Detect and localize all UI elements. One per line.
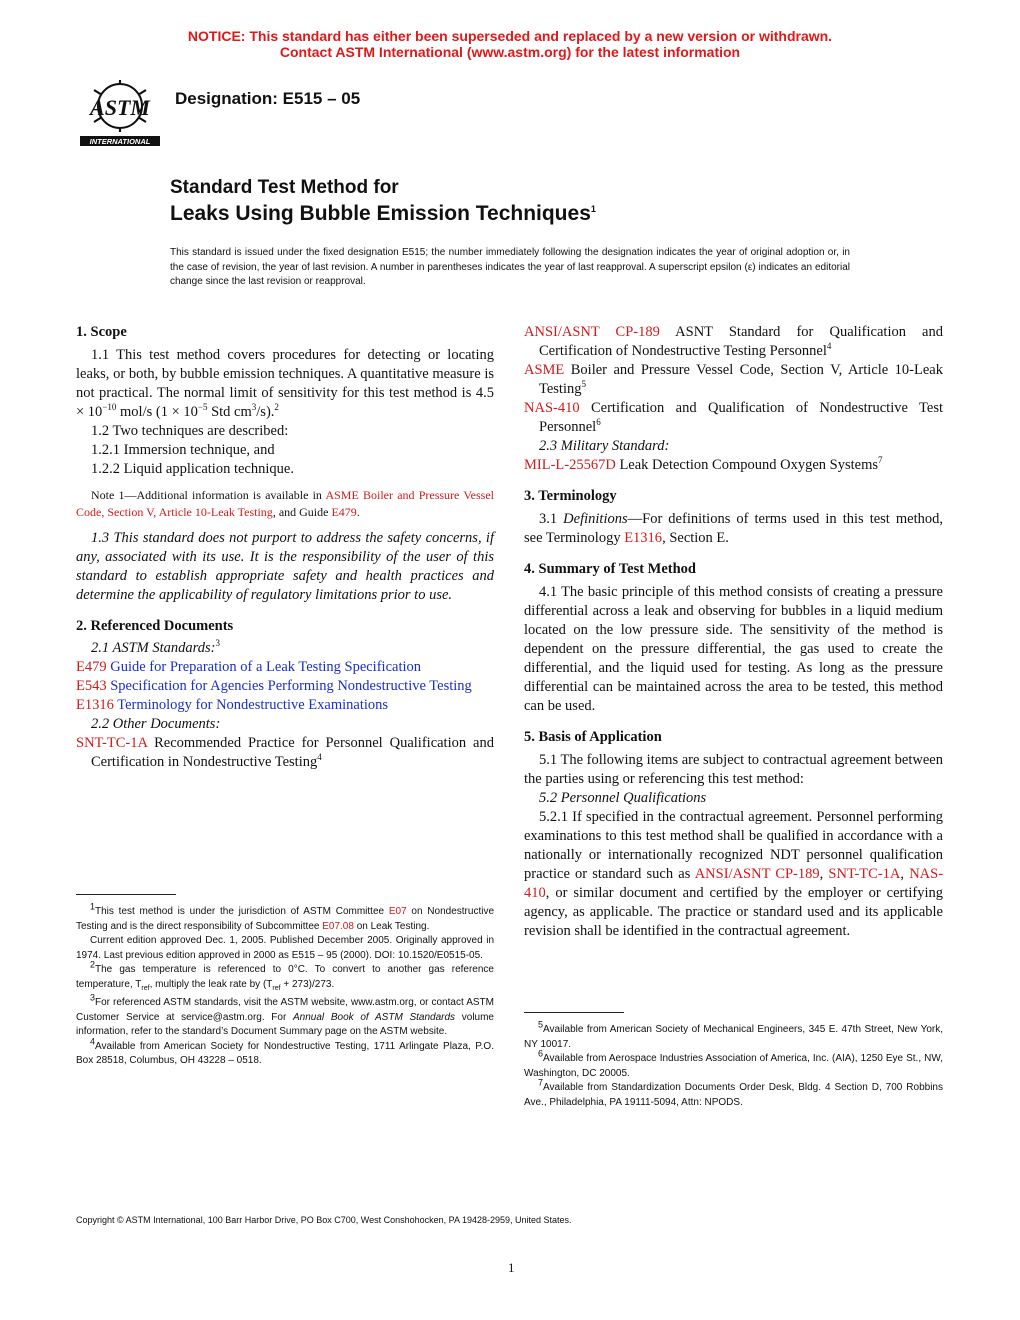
ref-mil-footnote: 7 <box>878 455 883 466</box>
section-4-heading: 4. Summary of Test Method <box>524 561 696 577</box>
logo-subtext: INTERNATIONAL <box>89 137 151 146</box>
ref-e479-title-link[interactable]: Guide for Preparation of a Leak Testing Specification <box>106 659 422 675</box>
ref-asme-code-link[interactable]: ASME <box>524 362 565 378</box>
ref-snt-code-link[interactable]: SNT-TC-1A <box>76 735 148 751</box>
footnote-1-e07-link[interactable]: E07 <box>388 906 407 917</box>
ref-ansi-code-link[interactable]: ANSI/ASNT CP-189 <box>524 324 660 340</box>
astm-logo-icon <box>78 76 162 148</box>
footnote-2-text-b: , multiply the leak rate by (T <box>149 978 273 990</box>
withdrawal-notice <box>0 28 1020 60</box>
ref-e479 <box>76 658 494 677</box>
footnote-7-num: 7 <box>538 1077 544 1088</box>
ref-ansi-title: ASNT Standard for Qualification and Certification of Nondestructive Testing Personnel <box>539 324 943 359</box>
footnote-5-text: Available from American Society of Mechanical Engineers, 345 E. 47th Street, New York, NY 10017. <box>524 1024 943 1050</box>
designation: Designation: E515 – 05 <box>175 89 361 108</box>
section-1-heading: 1. Scope <box>76 324 127 340</box>
para-5-2: 5.2 Personnel Qualifications <box>539 790 707 806</box>
footnote-1-num: 1 <box>90 901 96 912</box>
para-1-1-text-a: 1.1 This test method covers procedures for detecting or locating leaks, or both, by bubble emission techniques. A quantitative measure is not practical. The normal limit of sensitivity for this test method is 4.5 × 10 <box>76 347 494 420</box>
copyright-line: Copyright © ASTM International, 100 Barr Harbor Drive, PO Box C700, West Conshohocken, PA 19428-2959, United States. <box>76 1215 572 1225</box>
note-1-text-a: Note 1—Additional information is available in <box>91 488 326 502</box>
footnote-2 <box>76 959 494 996</box>
para-1-1-exp-1: −10 <box>102 402 117 413</box>
para-1-1 <box>76 346 494 422</box>
footnotes-left <box>76 901 495 1069</box>
para-1-2-2: 1.2.2 Liquid application technique. <box>91 461 294 477</box>
title-line-1: Standard Test Method for <box>170 177 399 198</box>
para-2-1-footnote: 3 <box>215 638 220 649</box>
para-2-1-text: 2.1 ASTM Standards: <box>91 640 216 656</box>
footnote-3 <box>76 992 494 1040</box>
ref-e1316 <box>76 696 494 715</box>
ref-e543-title-link[interactable]: Specification for Agencies Performing Nondestructive Testing <box>106 678 472 694</box>
para-3-1-text-end: , Section E. <box>662 530 729 546</box>
ref-e543 <box>76 677 494 696</box>
footnote-2-sub-2: ref <box>272 984 281 992</box>
ref-asme-title: Boiler and Pressure Vessel Code, Section V, Article 10-Leak Testing <box>539 362 943 397</box>
para-3-1-definitions: Definitions <box>563 511 628 527</box>
note-1-text-c: . <box>356 505 360 519</box>
para-5-2-1-ansi-link[interactable]: ANSI/ASNT CP-189 <box>694 866 820 882</box>
footnote-2-text-a: The gas temperature is referenced to 0°C. To convert to another gas reference temperature, T <box>76 964 494 990</box>
astm-logo <box>78 76 162 148</box>
ref-nas-title: Certification and Qualification of Nondestructive Test Personnel <box>539 400 943 435</box>
document-title <box>170 175 596 227</box>
para-1-1-text-b: mol/s (1 × 10 <box>116 404 198 420</box>
title-line-2-text: Leaks Using Bubble Emission Techniques <box>170 202 591 225</box>
ref-snt-title: Recommended Practice for Personnel Qualification and Certification in Nondestructive Testing <box>91 735 494 770</box>
footnote-6-num: 6 <box>538 1048 544 1059</box>
footnote-rule-left <box>76 894 176 895</box>
para-5-2-1-sep-2: , <box>900 866 910 882</box>
para-3-1-text: —For definitions of terms used in this test method, see Terminology <box>524 511 943 546</box>
ref-mil-code-link[interactable]: MIL-L-25567D <box>524 457 616 473</box>
para-5-2-1-snt-link[interactable]: SNT-TC-1A <box>828 866 901 882</box>
footnote-7-text: Available from Standardization Documents Order Desk, Bldg. 4 Section D, 700 Robbins Ave., Philadelphia, PA 19111-5094, Attn: NPODS. <box>524 1082 943 1108</box>
para-2-1 <box>76 639 494 658</box>
footnote-6-text: Available from Aerospace Industries Association of America, Inc. (AIA), 1250 Eye St., NW, Washington, DC 20005. <box>524 1053 943 1079</box>
ref-e1316-code-link[interactable]: E1316 <box>76 697 114 713</box>
para-5-2-1 <box>524 808 943 941</box>
footnote-5-num: 5 <box>538 1019 544 1030</box>
ref-ansi-asnt <box>524 323 943 361</box>
para-1-2-1: 1.2.1 Immersion technique, and <box>91 442 275 458</box>
note-1-asme-link[interactable]: ASME Boiler and Pressure Vessel Code, Section V, Article 10-Leak Testing <box>76 488 495 519</box>
para-5-1: 5.1 The following items are subject to contractual agreement between the parties using or referencing this test method: <box>524 752 943 787</box>
para-1-3: 1.3 This standard does not purport to address the safety concerns, if any, associated with its use. It is the responsibility of the user of this standard to establish appropriate safety and health practices and determine the applicability of regulatory limitations prior to use. <box>76 530 494 603</box>
footnote-7 <box>524 1077 943 1110</box>
para-3-1-e1316-link[interactable]: E1316 <box>624 530 663 546</box>
footnote-4 <box>76 1036 494 1069</box>
footnote-3-annual-book: Annual Book of ASTM Standards <box>293 1011 456 1023</box>
para-1-1-exp-3: 3 <box>251 402 257 413</box>
section-2-heading: 2. Referenced Documents <box>76 618 234 634</box>
page-number: 1 <box>508 1260 515 1275</box>
para-4-1: 4.1 The basic principle of this method consists of creating a pressure differential across a leak and observing for bubbles in a liquid medium located on the low pressure side. The sensitivity of the method is dependent on the pressure differential, the gas used to create the differential, and the liquid used for testing. As long as the pressure differential can be maintained across the area to be tested, this method can be used. <box>524 584 943 714</box>
title-line-2 <box>170 201 596 227</box>
footnote-1-text-c: on Leak Testing. <box>353 920 430 932</box>
para-1-1-footnote: 2 <box>274 402 279 413</box>
para-5-2-1-text-a: 5.2.1 If specified in the contractual agreement. Personnel performing examinations to this test method shall be qualified in accordance with a nationally or internationally recognized NDT personnel qualification practice or standard such as <box>524 809 943 882</box>
ref-asme-footnote: 5 <box>581 379 586 390</box>
ref-ansi-footnote: 4 <box>826 341 832 352</box>
ref-mil <box>524 456 943 475</box>
notice-line-2: Contact ASTM International (www.astm.org) for the latest information <box>279 44 741 60</box>
note-1-text-b: , and Guide <box>272 505 332 519</box>
footnote-3-num: 3 <box>90 992 96 1003</box>
ref-nas-code-link[interactable]: NAS-410 <box>524 400 580 416</box>
footnote-2-text-c: + 273)/273. <box>280 978 335 990</box>
footnote-1-text-a: This test method is under the jurisdiction of ASTM Committee <box>95 906 389 917</box>
ref-asme <box>524 361 943 399</box>
footnote-1 <box>76 901 495 934</box>
section-5-heading: 5. Basis of Application <box>524 729 662 745</box>
footnotes-right <box>524 1019 943 1110</box>
right-column <box>524 323 943 941</box>
ref-mil-title: Leak Detection Compound Oxygen Systems <box>615 457 878 473</box>
footnote-3-text-a: For referenced ASTM standards, visit the ASTM website, www.astm.org, or contact ASTM Customer Service at service@astm.org. For <box>76 997 494 1023</box>
footnote-2-sub: ref <box>141 984 150 992</box>
logo-text: ASTM <box>90 95 150 120</box>
note-1-e479-link[interactable]: E479 <box>331 505 357 519</box>
footnote-4-text: Available from American Society for Nondestructive Testing, 1711 Arlingate Plaza, P.O. Box 28518, Columbus, OH 43228 – 0518. <box>76 1040 494 1066</box>
para-3-1-num: 3.1 <box>539 511 564 527</box>
footnote-1-text-b: on Nondestructive Testing and is the direct responsibility of Subcommittee <box>76 906 495 932</box>
para-5-2-1-nas-link[interactable]: NAS-410 <box>524 866 944 901</box>
ref-snt-footnote: 4 <box>317 752 322 763</box>
footnote-3-text-b: volume information, refer to the standard’s Document Summary page on the ASTM website. <box>76 1011 494 1037</box>
ref-snt-tc-1a <box>76 734 494 772</box>
ref-nas-410 <box>524 399 943 437</box>
ref-e479-code-link[interactable]: E479 <box>76 659 107 675</box>
title-footnote-marker: 1 <box>590 204 596 214</box>
section-3-heading: 3. Terminology <box>524 488 617 504</box>
para-1-1-text-d: /s). <box>256 404 275 420</box>
para-1-1-exp-2: −5 <box>197 402 208 413</box>
para-3-1 <box>524 510 943 548</box>
ref-e543-code-link[interactable]: E543 <box>76 678 107 694</box>
para-1-2: 1.2 Two techniques are described: <box>91 423 289 439</box>
issued-note: This standard is issued under the fixed designation E515; the number immediately following the designation indicates the year of original adoption or, in the case of revision, the year of last revision. A number in parentheses indicates the year of last reapproval. A superscript epsilon (ε) indicates an editorial change since the last revision or reapproval. <box>170 247 850 287</box>
left-column <box>76 323 494 772</box>
para-1-1-text-c: Std cm <box>207 404 252 420</box>
footnote-5 <box>524 1019 943 1052</box>
ref-nas-footnote: 6 <box>596 417 601 428</box>
note-1 <box>76 487 494 521</box>
para-5-2-1-sep-1: , <box>819 866 829 882</box>
footnote-1-approval: Current edition approved Dec. 1, 2005. Published December 2005. Originally approved in 1974. Last previous edition approved in 2000 as E515 – 95 (2000). DOI: 10.1520/E0515-05. <box>76 935 494 961</box>
footnote-6 <box>524 1048 943 1081</box>
footnote-rule-right <box>524 1012 624 1013</box>
footnote-1-e0708-link[interactable]: E07.08 <box>322 920 354 932</box>
footnote-4-num: 4 <box>90 1036 96 1047</box>
footnote-2-num: 2 <box>90 959 96 970</box>
para-2-2: 2.2 Other Documents: <box>91 716 221 732</box>
para-5-2-1-text-b: , or similar document and certified by the employer or certifying agency, as applicable. The practice or standard used and its applicable revision shall be identified in the contractual agreement. <box>524 885 943 939</box>
notice-line-1: NOTICE: This standard has either been superseded and replaced by a new version or withdrawn. <box>187 28 833 44</box>
ref-e1316-title-link[interactable]: Terminology for Nondestructive Examinations <box>113 697 389 713</box>
para-2-3: 2.3 Military Standard: <box>539 438 670 454</box>
